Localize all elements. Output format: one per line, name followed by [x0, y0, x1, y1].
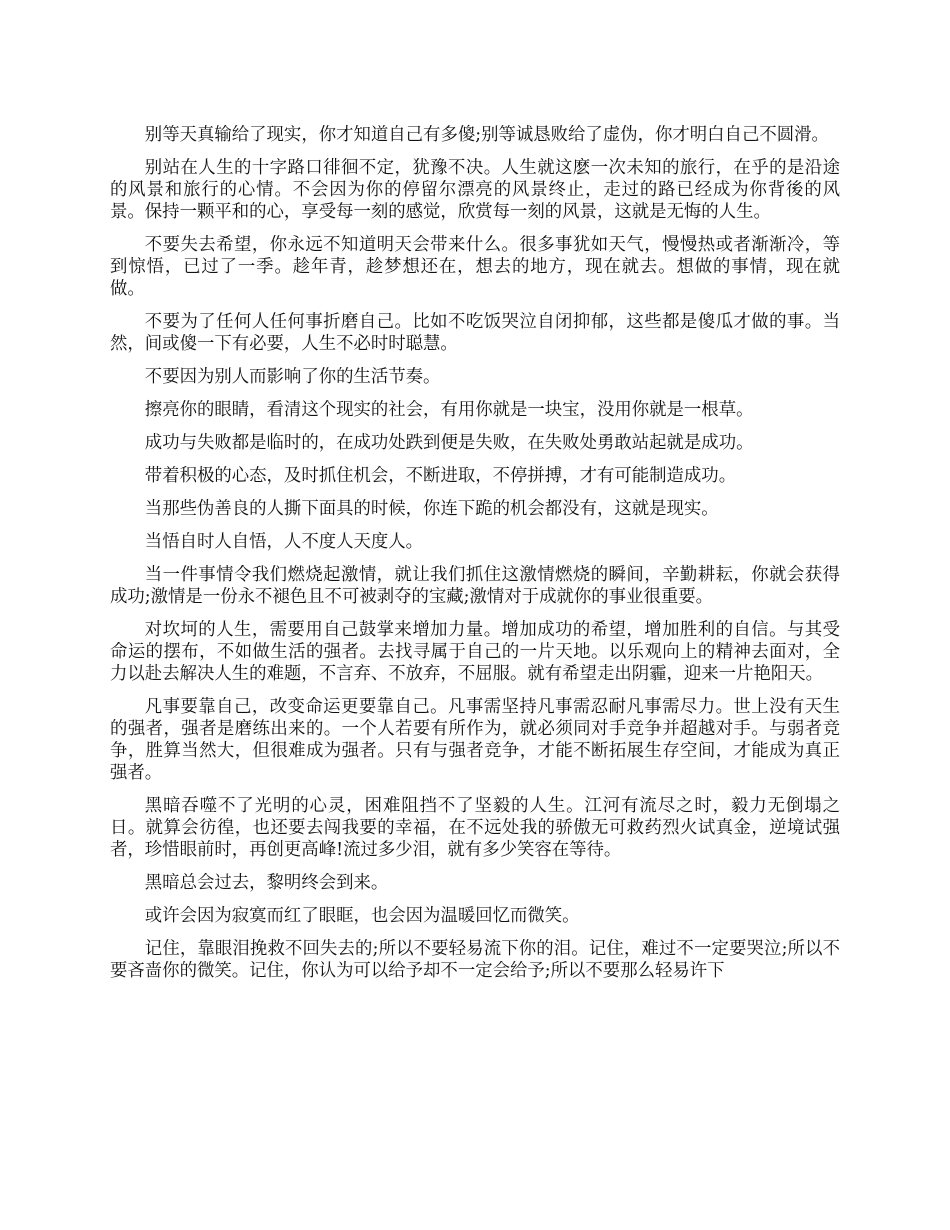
- paragraph: 擦亮你的眼睛，看清这个现实的社会，有用你就是一块宝，没用你就是一根草。: [144, 400, 754, 420]
- paragraph: 别站在人生的十字路口徘徊不定，犹豫不决。人生就这麽一次未知的旅行，在乎的是沿途的风景和旅行的心情。不会因为你的停留尔漂亮的风景终止，走过的路已经成为你背後的风景。保持一颗平和的心，享受每一刻的感觉，欣赏每一刻的风景，这就是无悔的人生。: [110, 158, 840, 222]
- paragraph: 记住，靠眼泪挽救不回失去的;所以不要轻易流下你的泪。记住，难过不一定要哭泣;所以不要吝啬你的微笑。记住，你认为可以给予却不一定会给予;所以不要那么轻易许下: [110, 939, 840, 981]
- paragraph: 凡事要靠自己，改变命运更要靠自己。凡事需坚持凡事需忍耐凡事需尽力。世上没有天生的强者，强者是磨练出来的。一个人若要有所作为，就必须同对手竞争并超越对手。与弱者竞争，胜算当然大，但很难成为强者。只有与强者竞争，才能不断拓展生存空间，才能成为真正强者。: [110, 697, 840, 783]
- paragraph: 当悟自时人自悟，人不度人天度人。: [144, 532, 424, 552]
- paragraph: 不要为了任何人任何事折磨自己。比如不吃饭哭泣自闭抑郁，这些都是傻瓜才做的事。当然，间或傻一下有必要，人生不必时时聪慧。: [110, 312, 840, 354]
- paragraph: 黑暗吞噬不了光明的心灵，困难阻挡不了坚毅的人生。江河有流尽之时，毅力无倒塌之日。就算会彷徨，也还要去闯我要的幸福，在不远处我的骄傲无可救药烈火试真金，逆境试强者，珍惜眼前时，再创更高峰!流过多少泪，就有多少笑容在等待。: [110, 796, 840, 860]
- paragraph: 对坎坷的人生，需要用自己鼓掌来增加力量。增加成功的希望，增加胜利的自信。与其受命运的摆布，不如做生活的强者。去找寻属于自己的一片天地。以乐观向上的精神去面对，全力以赴去解决人生的难题，不言弃、不放弃，不屈服。就有希望走出阴霾，迎来一片艳阳天。: [110, 620, 840, 684]
- paragraph: 不要失去希望，你永远不知道明天会带来什么。很多事犹如天气，慢慢热或者渐渐冷，等到惊悟，已过了一季。趁年青，趁梦想还在，想去的地方，现在就去。想做的事情，现在就做。: [110, 235, 840, 299]
- paragraph: 不要因为别人而影响了你的生活节奏。: [144, 367, 441, 387]
- paragraph: 别等天真输给了现实，你才知道自己有多傻;别等诚恳败给了虚伪，你才明白自己不圆滑。: [144, 125, 829, 145]
- paragraph: 成功与失败都是临时的，在成功处跌到便是失败，在失败处勇敢站起就是成功。: [144, 433, 754, 453]
- paragraph: 黑暗总会过去，黎明终会到来。: [144, 873, 389, 893]
- document-body: [110, 124, 840, 982]
- paragraph: 带着积极的心态，及时抓住机会，不断进取，不停拼搏，才有可能制造成功。: [144, 466, 737, 486]
- paragraph: 或许会因为寂寞而红了眼眶，也会因为温暖回忆而微笑。: [144, 906, 580, 926]
- paragraph: 当那些伪善良的人撕下面具的时候，你连下跪的机会都没有，这就是现实。: [144, 499, 719, 519]
- paragraph: 当一件事情令我们燃烧起激情，就让我们抓住这激情燃烧的瞬间，辛勤耕耘，你就会获得成功;激情是一份永不褪色且不可被剥夺的宝藏;激情对于成就你的事业很重要。: [110, 565, 840, 607]
